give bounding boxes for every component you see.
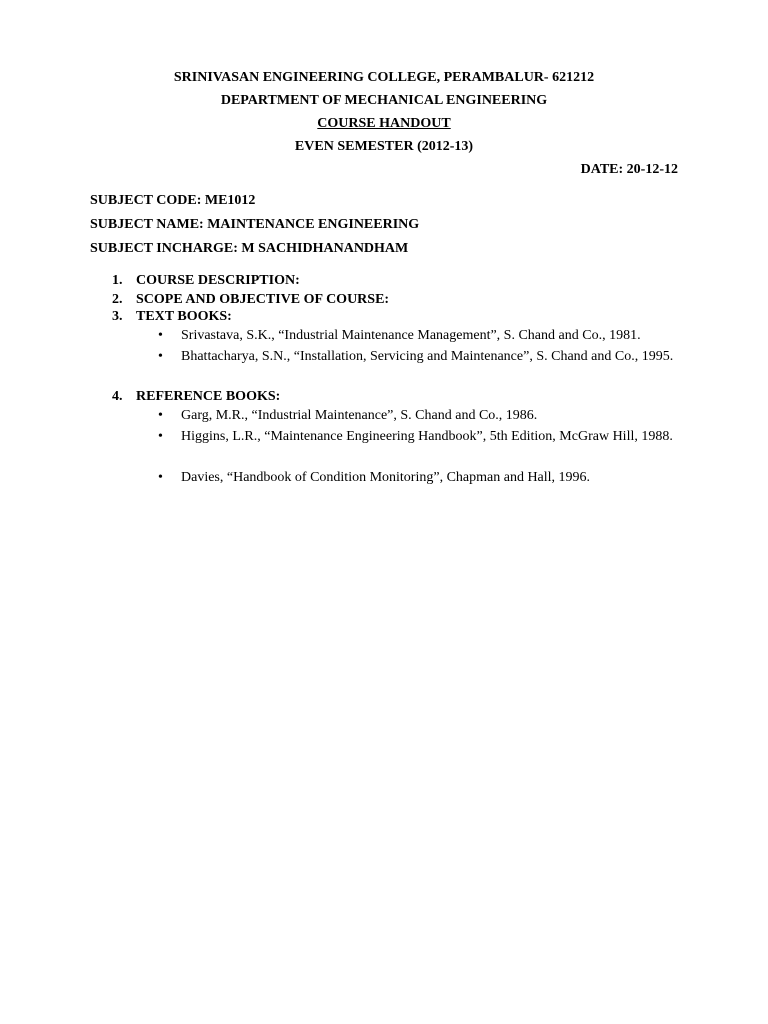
college-name: SRINIVASAN ENGINEERING COLLEGE, PERAMBALUR- 621212 bbox=[173, 70, 595, 85]
document-title bbox=[0, 115, 768, 133]
bullet-icon: • bbox=[158, 470, 163, 485]
semester-label: EVEN SEMESTER (2012-13) bbox=[294, 139, 474, 154]
document-title-text: COURSE HANDOUT bbox=[317, 116, 451, 131]
section-reference-books bbox=[112, 388, 280, 406]
reference-book-item bbox=[158, 427, 678, 447]
section-number: 2. bbox=[112, 292, 123, 307]
reference-book-item bbox=[158, 406, 678, 426]
bullet-icon: • bbox=[158, 328, 163, 343]
text-book-citation: Bhattacharya, S.N., “Installation, Servicing and Maintenance”, S. Chand and Co., 1995. bbox=[181, 349, 674, 364]
reference-book-item bbox=[158, 468, 678, 488]
section-title: COURSE DESCRIPTION: bbox=[136, 273, 300, 288]
subject-incharge: SUBJECT INCHARGE: M SACHIDHANANDHAM bbox=[90, 241, 409, 256]
section-number: 3. bbox=[112, 309, 123, 324]
text-book-citation: Srivastava, S.K., “Industrial Maintenance Management”, S. Chand and Co., 1981. bbox=[181, 328, 641, 343]
text-book-item bbox=[158, 347, 678, 367]
section-number: 4. bbox=[112, 389, 123, 404]
bullet-icon: • bbox=[158, 429, 163, 444]
text-book-item bbox=[158, 326, 678, 346]
subject-code: SUBJECT CODE: ME1012 bbox=[90, 193, 256, 208]
section-scope-objective bbox=[112, 291, 389, 309]
bullet-icon: • bbox=[158, 349, 163, 364]
section-text-books bbox=[112, 308, 232, 326]
section-title: SCOPE AND OBJECTIVE OF COURSE: bbox=[136, 292, 390, 307]
section-course-description bbox=[112, 272, 300, 290]
document-date: DATE: 20-12-12 bbox=[580, 162, 678, 177]
reference-book-citation: Davies, “Handbook of Condition Monitoring”, Chapman and Hall, 1996. bbox=[181, 470, 591, 485]
section-title: REFERENCE BOOKS: bbox=[136, 389, 281, 404]
bullet-icon: • bbox=[158, 408, 163, 423]
subject-name: SUBJECT NAME: MAINTENANCE ENGINEERING bbox=[90, 217, 420, 232]
reference-book-citation: Garg, M.R., “Industrial Maintenance”, S. Chand and Co., 1986. bbox=[181, 408, 538, 423]
section-title: TEXT BOOKS: bbox=[136, 309, 232, 324]
reference-book-citation: Higgins, L.R., “Maintenance Engineering Handbook”, 5th Edition, McGraw Hill, 1988. bbox=[181, 429, 673, 444]
section-number: 1. bbox=[112, 273, 123, 288]
department-name: DEPARTMENT OF MECHANICAL ENGINEERING bbox=[220, 93, 548, 108]
